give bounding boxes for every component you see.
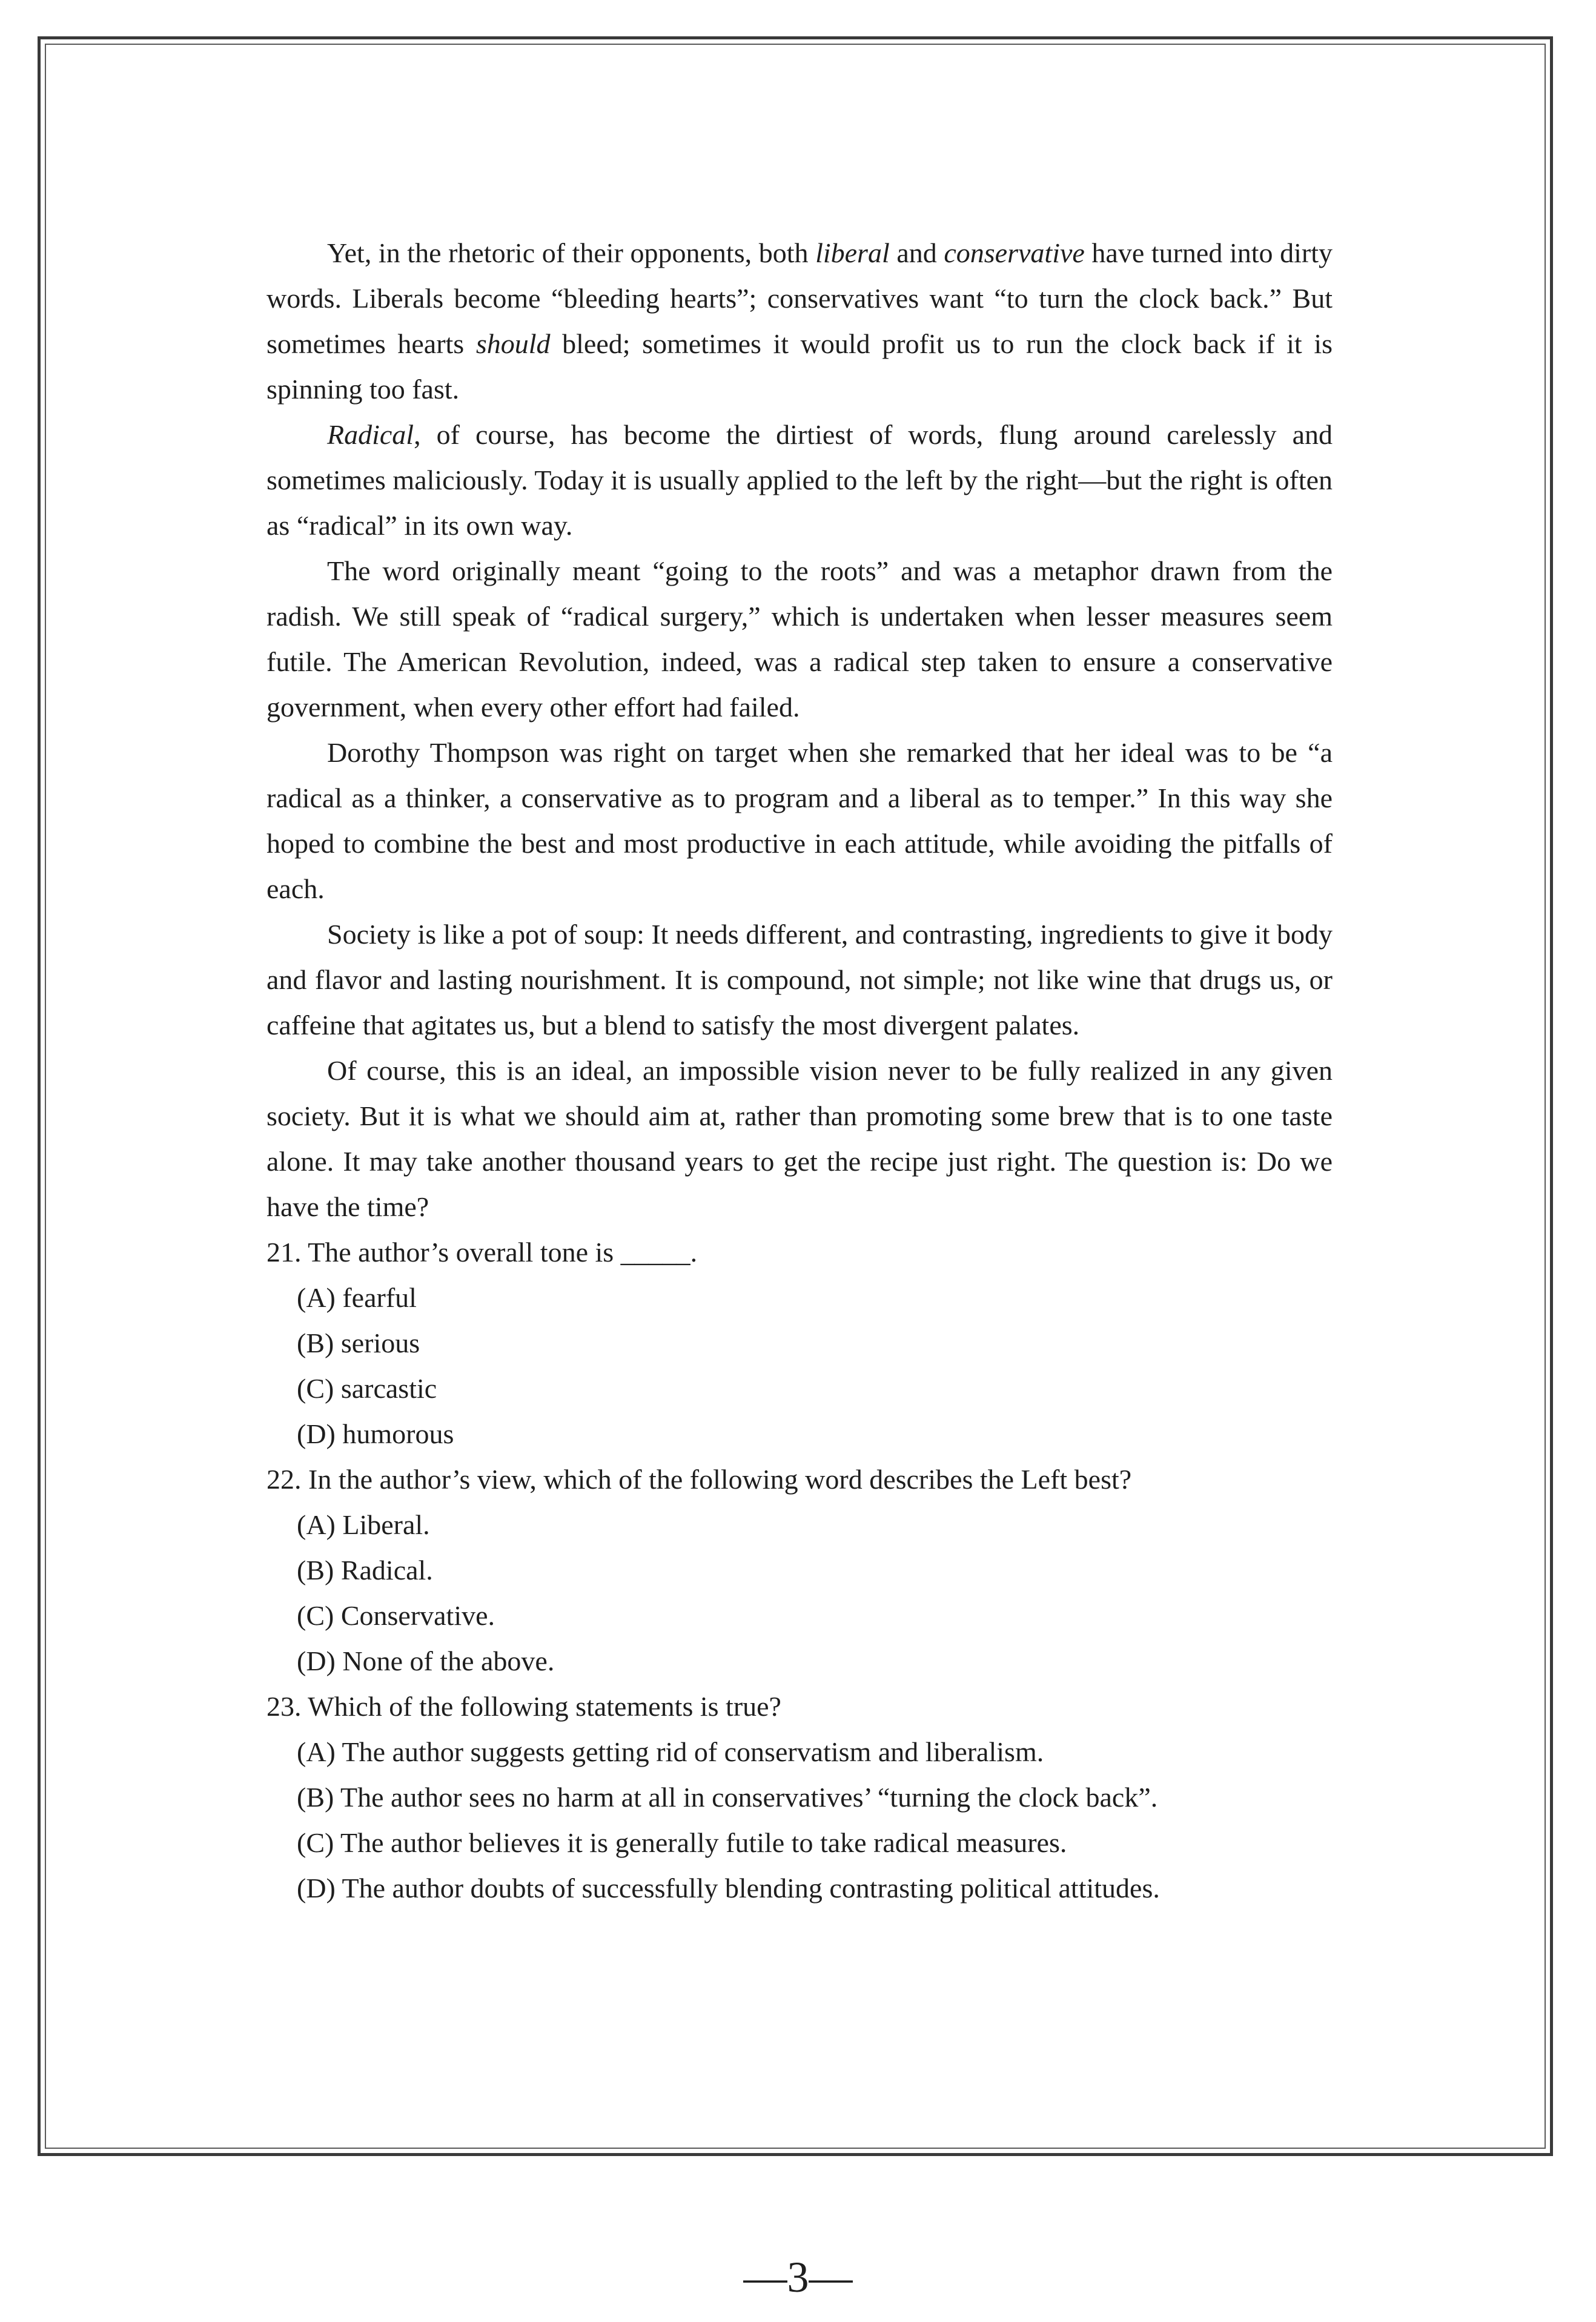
- answer-option: (A) Liberal.: [297, 1509, 430, 1540]
- paragraph-text: Dorothy Thompson was right on target when she remarked that her ideal was to be “a radical as a thinker, a conservative as to program and a liberal as to temper.” In this way she hoped to combine the best and most productive in each attitude, while avoiding the pitfalls of each.: [267, 737, 1333, 904]
- paragraph-text: Yet, in the rhetoric of their opponents, both: [327, 237, 816, 268]
- answer-option: (B) The author sees no harm at all in conservatives’ “turning the clock back”.: [297, 1782, 1158, 1813]
- passage-paragraph: [267, 1048, 1333, 1229]
- answer-option: (B) Radical.: [297, 1555, 433, 1586]
- paragraph-text: bleed; sometimes it would profit us to run the clock back if it is spinning too fast.: [267, 328, 1333, 405]
- paragraph-text: and: [889, 237, 944, 268]
- passage-paragraph: [267, 548, 1333, 730]
- answer-option: (C) Conservative.: [297, 1600, 495, 1631]
- answer-options: [267, 1502, 1333, 1684]
- italic-term: should: [475, 328, 551, 359]
- question-21: [267, 1229, 1333, 1457]
- question-list: [267, 1229, 1333, 1911]
- answer-option: (A) The author suggests getting rid of conservatism and liberalism.: [297, 1736, 1044, 1767]
- reading-passage: [267, 230, 1333, 1229]
- answer-options: [267, 1729, 1333, 1911]
- question-22: [267, 1457, 1333, 1684]
- page-number: —3—: [743, 2253, 853, 2301]
- passage-paragraph: [267, 730, 1333, 911]
- italic-term: Radical: [327, 419, 414, 450]
- paragraph-text: Of course, this is an ideal, an impossible vision never to be fully realized in any given society. But it is what we should aim at, rather than promoting some brew that is to one taste alone. It may take another thousand years to get the recipe just right. The question is: Do we have the time?: [267, 1055, 1333, 1222]
- passage-paragraph: [267, 412, 1333, 548]
- question-stem: 21. The author’s overall tone is _____.: [267, 1237, 698, 1268]
- italic-term: conservative: [944, 237, 1085, 268]
- answer-option: (C) sarcastic: [297, 1373, 437, 1404]
- paragraph-text: The word originally meant “going to the roots” and was a metaphor drawn from the radish. We still speak of “radical surgery,” which is undertaken when lesser measures seem futile. The American Revolution, indeed, was a radical step taken to ensure a conservative government, when every other effort had failed.: [267, 555, 1333, 723]
- paragraph-text: have turned into dirty words. Liberals become “bleeding hearts”; conservatives want “to turn the clock back.” But sometimes hearts: [267, 237, 1333, 359]
- answer-option: (D) None of the above.: [297, 1646, 555, 1676]
- answer-option: (A) fearful: [297, 1282, 417, 1313]
- passage-paragraph: [267, 911, 1333, 1048]
- paragraph-text: , of course, has become the dirtiest of words, flung around carelessly and sometimes maliciously. Today it is usually applied to the left by the right—but the right is often as “radical” in its own way.: [267, 419, 1333, 541]
- exam-content: [267, 230, 1333, 1911]
- question-stem: 23. Which of the following statements is true?: [267, 1691, 781, 1722]
- answer-options: [267, 1275, 1333, 1457]
- answer-option: (B) serious: [297, 1328, 420, 1358]
- paragraph-text: Society is like a pot of soup: It needs different, and contrasting, ingredients to give it body and flavor and lasting nourishment. It is compound, not simple; not like wine that drugs us, or caffeine that agitates us, but a blend to satisfy the most divergent palates.: [267, 919, 1333, 1040]
- italic-term: liberal: [815, 237, 890, 268]
- question-stem: 22. In the author’s view, which of the following word describes the Left best?: [267, 1464, 1132, 1495]
- question-23: [267, 1684, 1333, 1911]
- answer-option: (C) The author believes it is generally futile to take radical measures.: [297, 1827, 1067, 1858]
- passage-paragraph: [267, 230, 1333, 412]
- answer-option: (D) The author doubts of successfully blending contrasting political attitudes.: [297, 1873, 1160, 1904]
- answer-option: (D) humorous: [297, 1418, 454, 1449]
